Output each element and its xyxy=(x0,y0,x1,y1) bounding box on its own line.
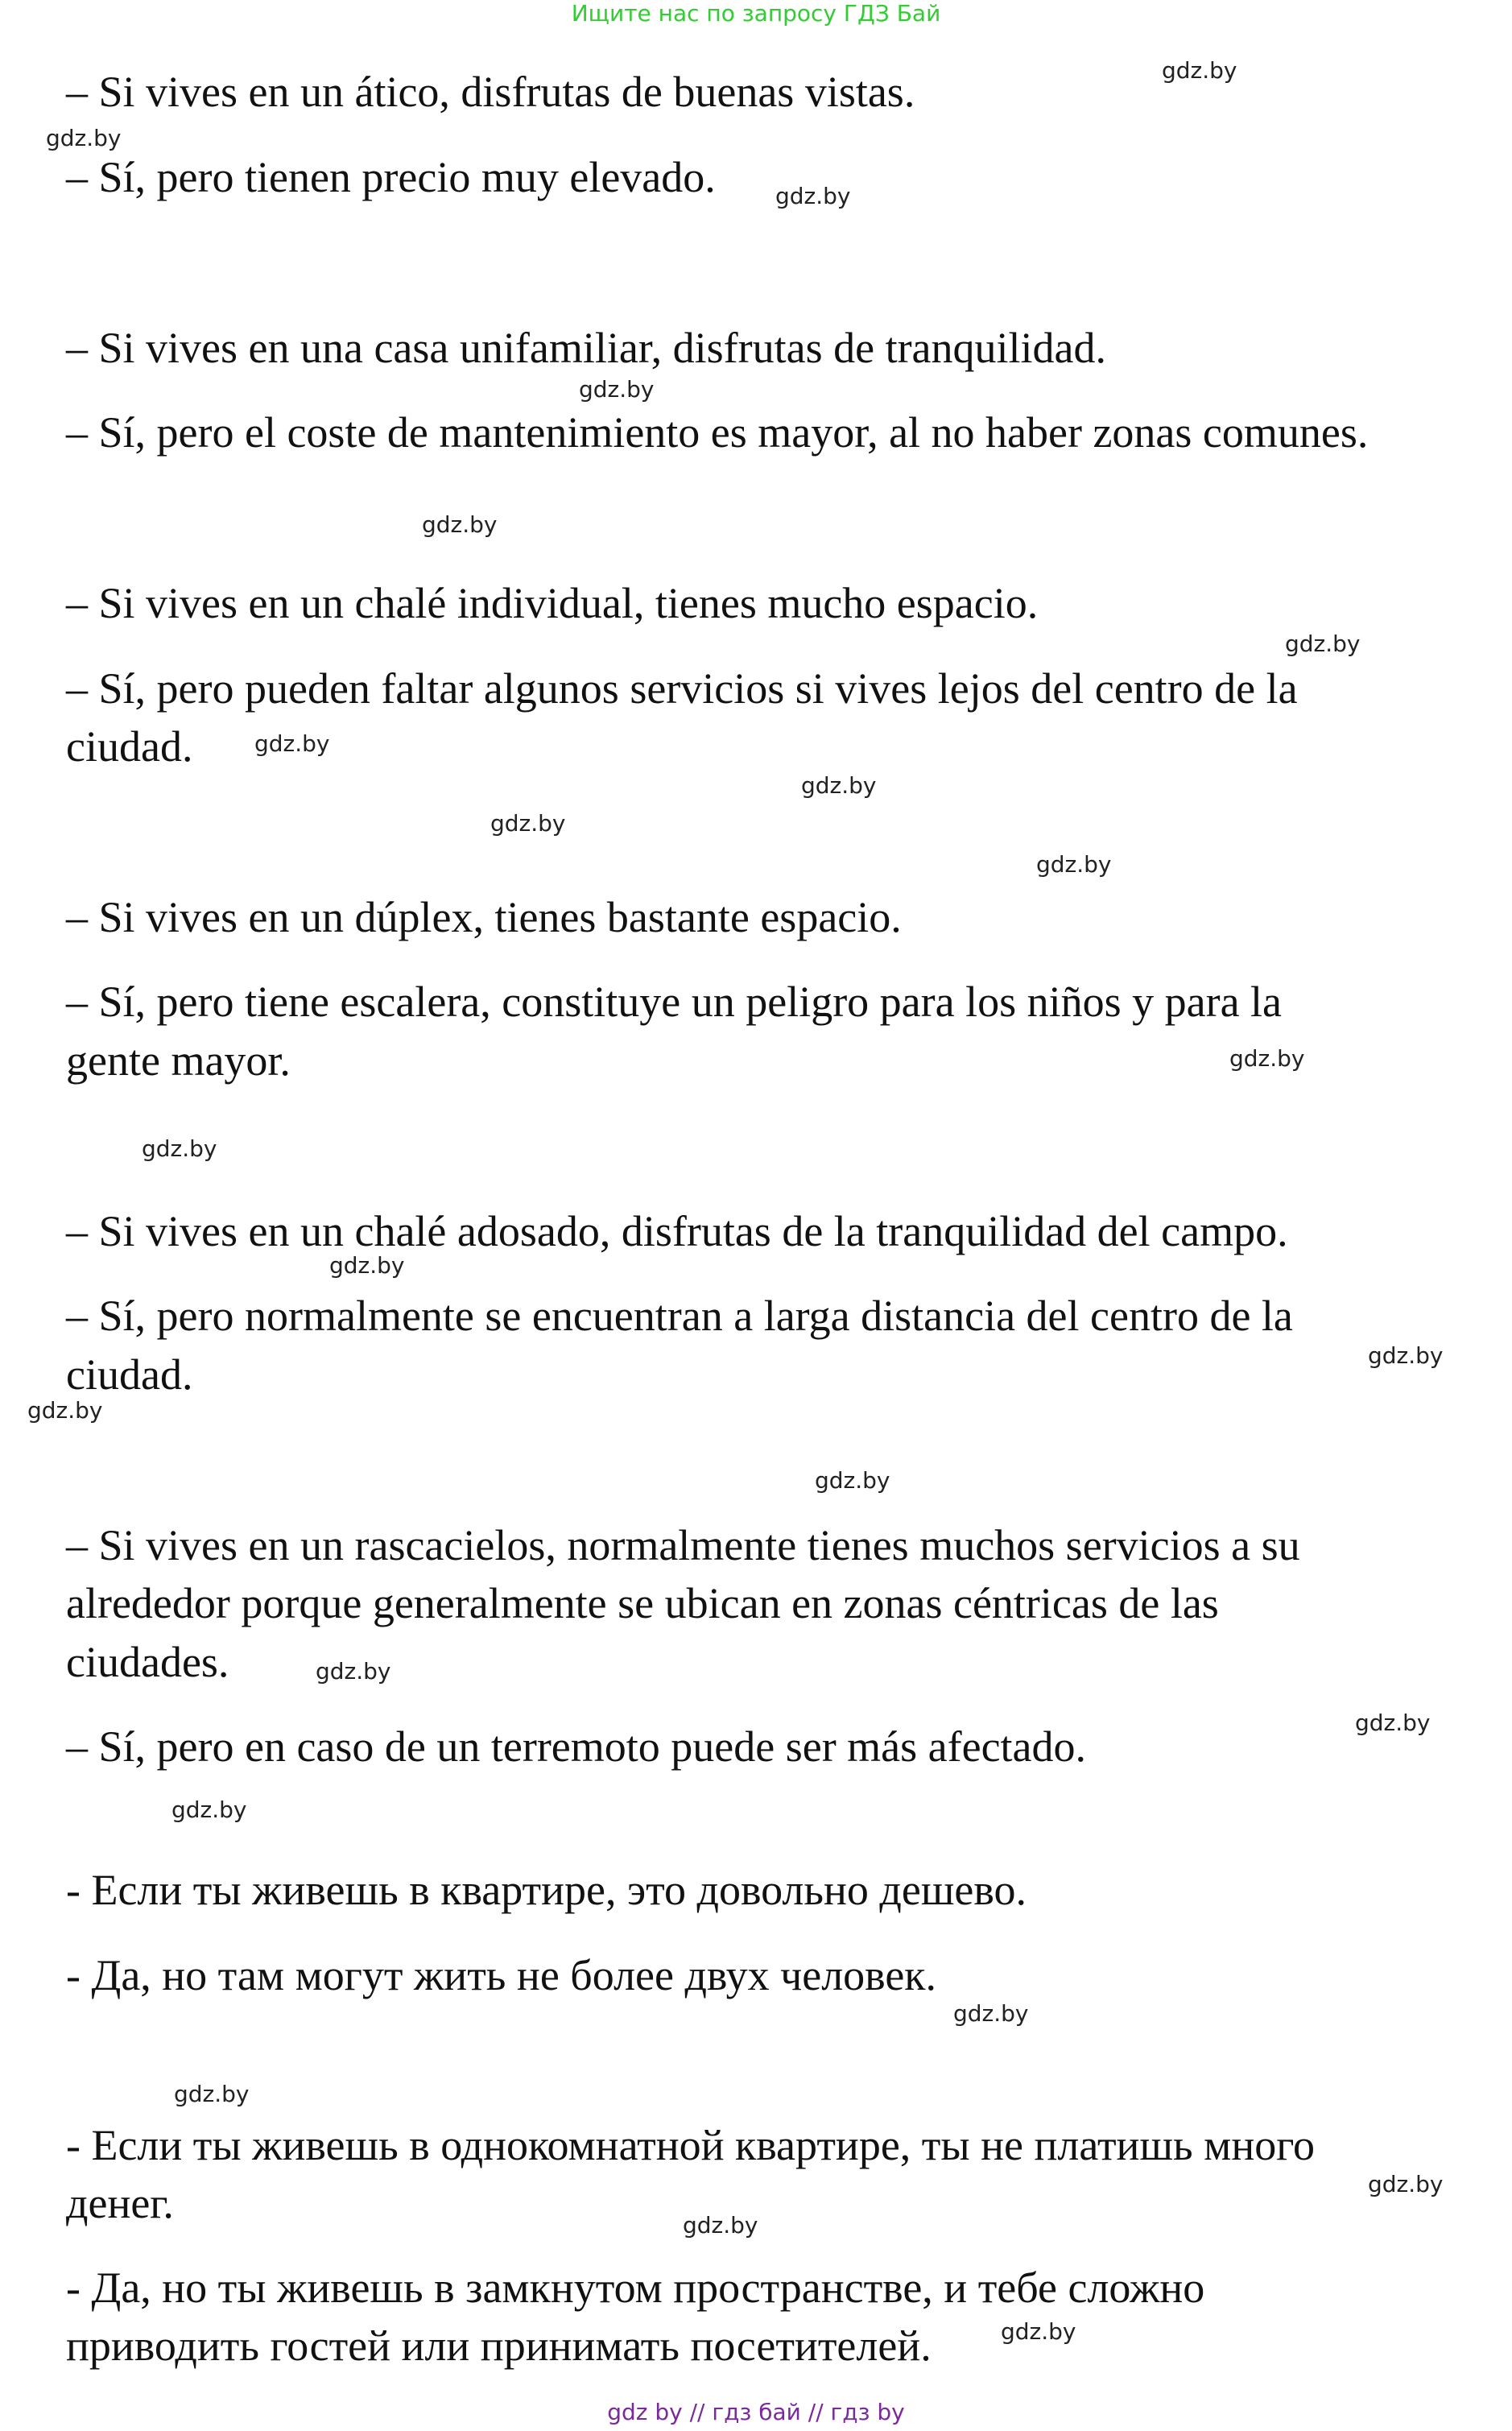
text-line: - Да, но там могут жить не более двух человек. xyxy=(66,1951,937,1999)
watermark: gdz.by xyxy=(953,2000,1029,2027)
watermark: gdz.by xyxy=(1368,2171,1444,2197)
watermark: gdz.by xyxy=(490,810,566,837)
watermark: gdz.by xyxy=(1229,1045,1305,1072)
watermark: gdz.by xyxy=(316,1658,391,1685)
watermark: gdz.by xyxy=(46,125,122,151)
text-line: – Sí, pero el coste de mantenimiento es mayor, al no haber zonas comunes. xyxy=(66,408,1369,457)
text-line: – Sí, pero en caso de un terremoto puede ser más afectado. xyxy=(66,1722,1087,1771)
text-line: - Если ты живешь в квартире, это довольно дешево. xyxy=(66,1866,1027,1914)
watermark: gdz.by xyxy=(1355,1710,1431,1736)
watermark: gdz.by xyxy=(1162,57,1237,84)
text-line: – Si vives en un rascacielos, normalmente tienes muchos servicios a su xyxy=(66,1521,1300,1569)
text-line: – Si vives en un ático, disfrutas de buenas vistas. xyxy=(66,68,915,116)
watermark: gdz.by xyxy=(1368,1342,1444,1369)
text-line: – Si vives en una casa unifamiliar, disfrutas de tranquilidad. xyxy=(66,324,1106,372)
watermark: gdz.by xyxy=(815,1467,890,1494)
text-line: – Sí, pero tiene escalera, constituye un peligro para los niños y para la xyxy=(66,978,1283,1026)
watermark: gdz.by xyxy=(254,730,330,757)
text-line: – Si vives en un chalé individual, tienes mucho espacio. xyxy=(66,579,1039,627)
watermark: gdz.by xyxy=(329,1252,405,1279)
text-line: – Si vives en un chalé adosado, disfrutas de la tranquilidad del campo. xyxy=(66,1207,1288,1255)
watermark: gdz.by xyxy=(27,1397,103,1424)
watermark: gdz.by xyxy=(683,2212,758,2239)
text-line: – Sí, pero pueden faltar algunos servicios si vives lejos del centro de la xyxy=(66,664,1298,713)
text-line: – Sí, pero normalmente se encuentran a larga distancia del centro de la xyxy=(66,1292,1293,1340)
text-line: - Да, но ты живешь в замкнутом пространстве, и тебе сложно xyxy=(66,2264,1205,2312)
text-line: gente mayor. xyxy=(66,1036,291,1085)
text-line: ciudad. xyxy=(66,1350,193,1399)
text-line: – Sí, pero tienen precio muy elevado. xyxy=(66,153,716,201)
text-line: приводить гостей или принимать посетителей. xyxy=(66,2321,932,2370)
watermark: gdz.by xyxy=(422,511,498,538)
text-line: денег. xyxy=(66,2179,174,2227)
watermark: gdz.by xyxy=(142,1135,217,1162)
text-line: - Если ты живешь в однокомнатной квартире, ты не платишь много xyxy=(66,2121,1316,2169)
footer-banner: gdz by // гдз бай // гдз by xyxy=(607,2399,905,2425)
text-line: ciudades. xyxy=(66,1638,229,1686)
watermark: gdz.by xyxy=(174,2081,250,2107)
text-line: – Si vives en un dúplex, tienes bastante espacio. xyxy=(66,893,902,941)
watermark: gdz.by xyxy=(801,772,877,799)
watermark: gdz.by xyxy=(775,183,851,209)
watermark: gdz.by xyxy=(579,376,655,403)
text-line: ciudad. xyxy=(66,722,193,771)
header-banner: Ищите нас по запросу ГДЗ Бай xyxy=(571,0,941,27)
watermark: gdz.by xyxy=(171,1796,247,1823)
watermark: gdz.by xyxy=(1036,851,1112,878)
watermark: gdz.by xyxy=(1001,2318,1076,2345)
text-line: alrededor porque generalmente se ubican en zonas céntricas de las xyxy=(66,1579,1219,1627)
watermark: gdz.by xyxy=(1285,630,1361,657)
